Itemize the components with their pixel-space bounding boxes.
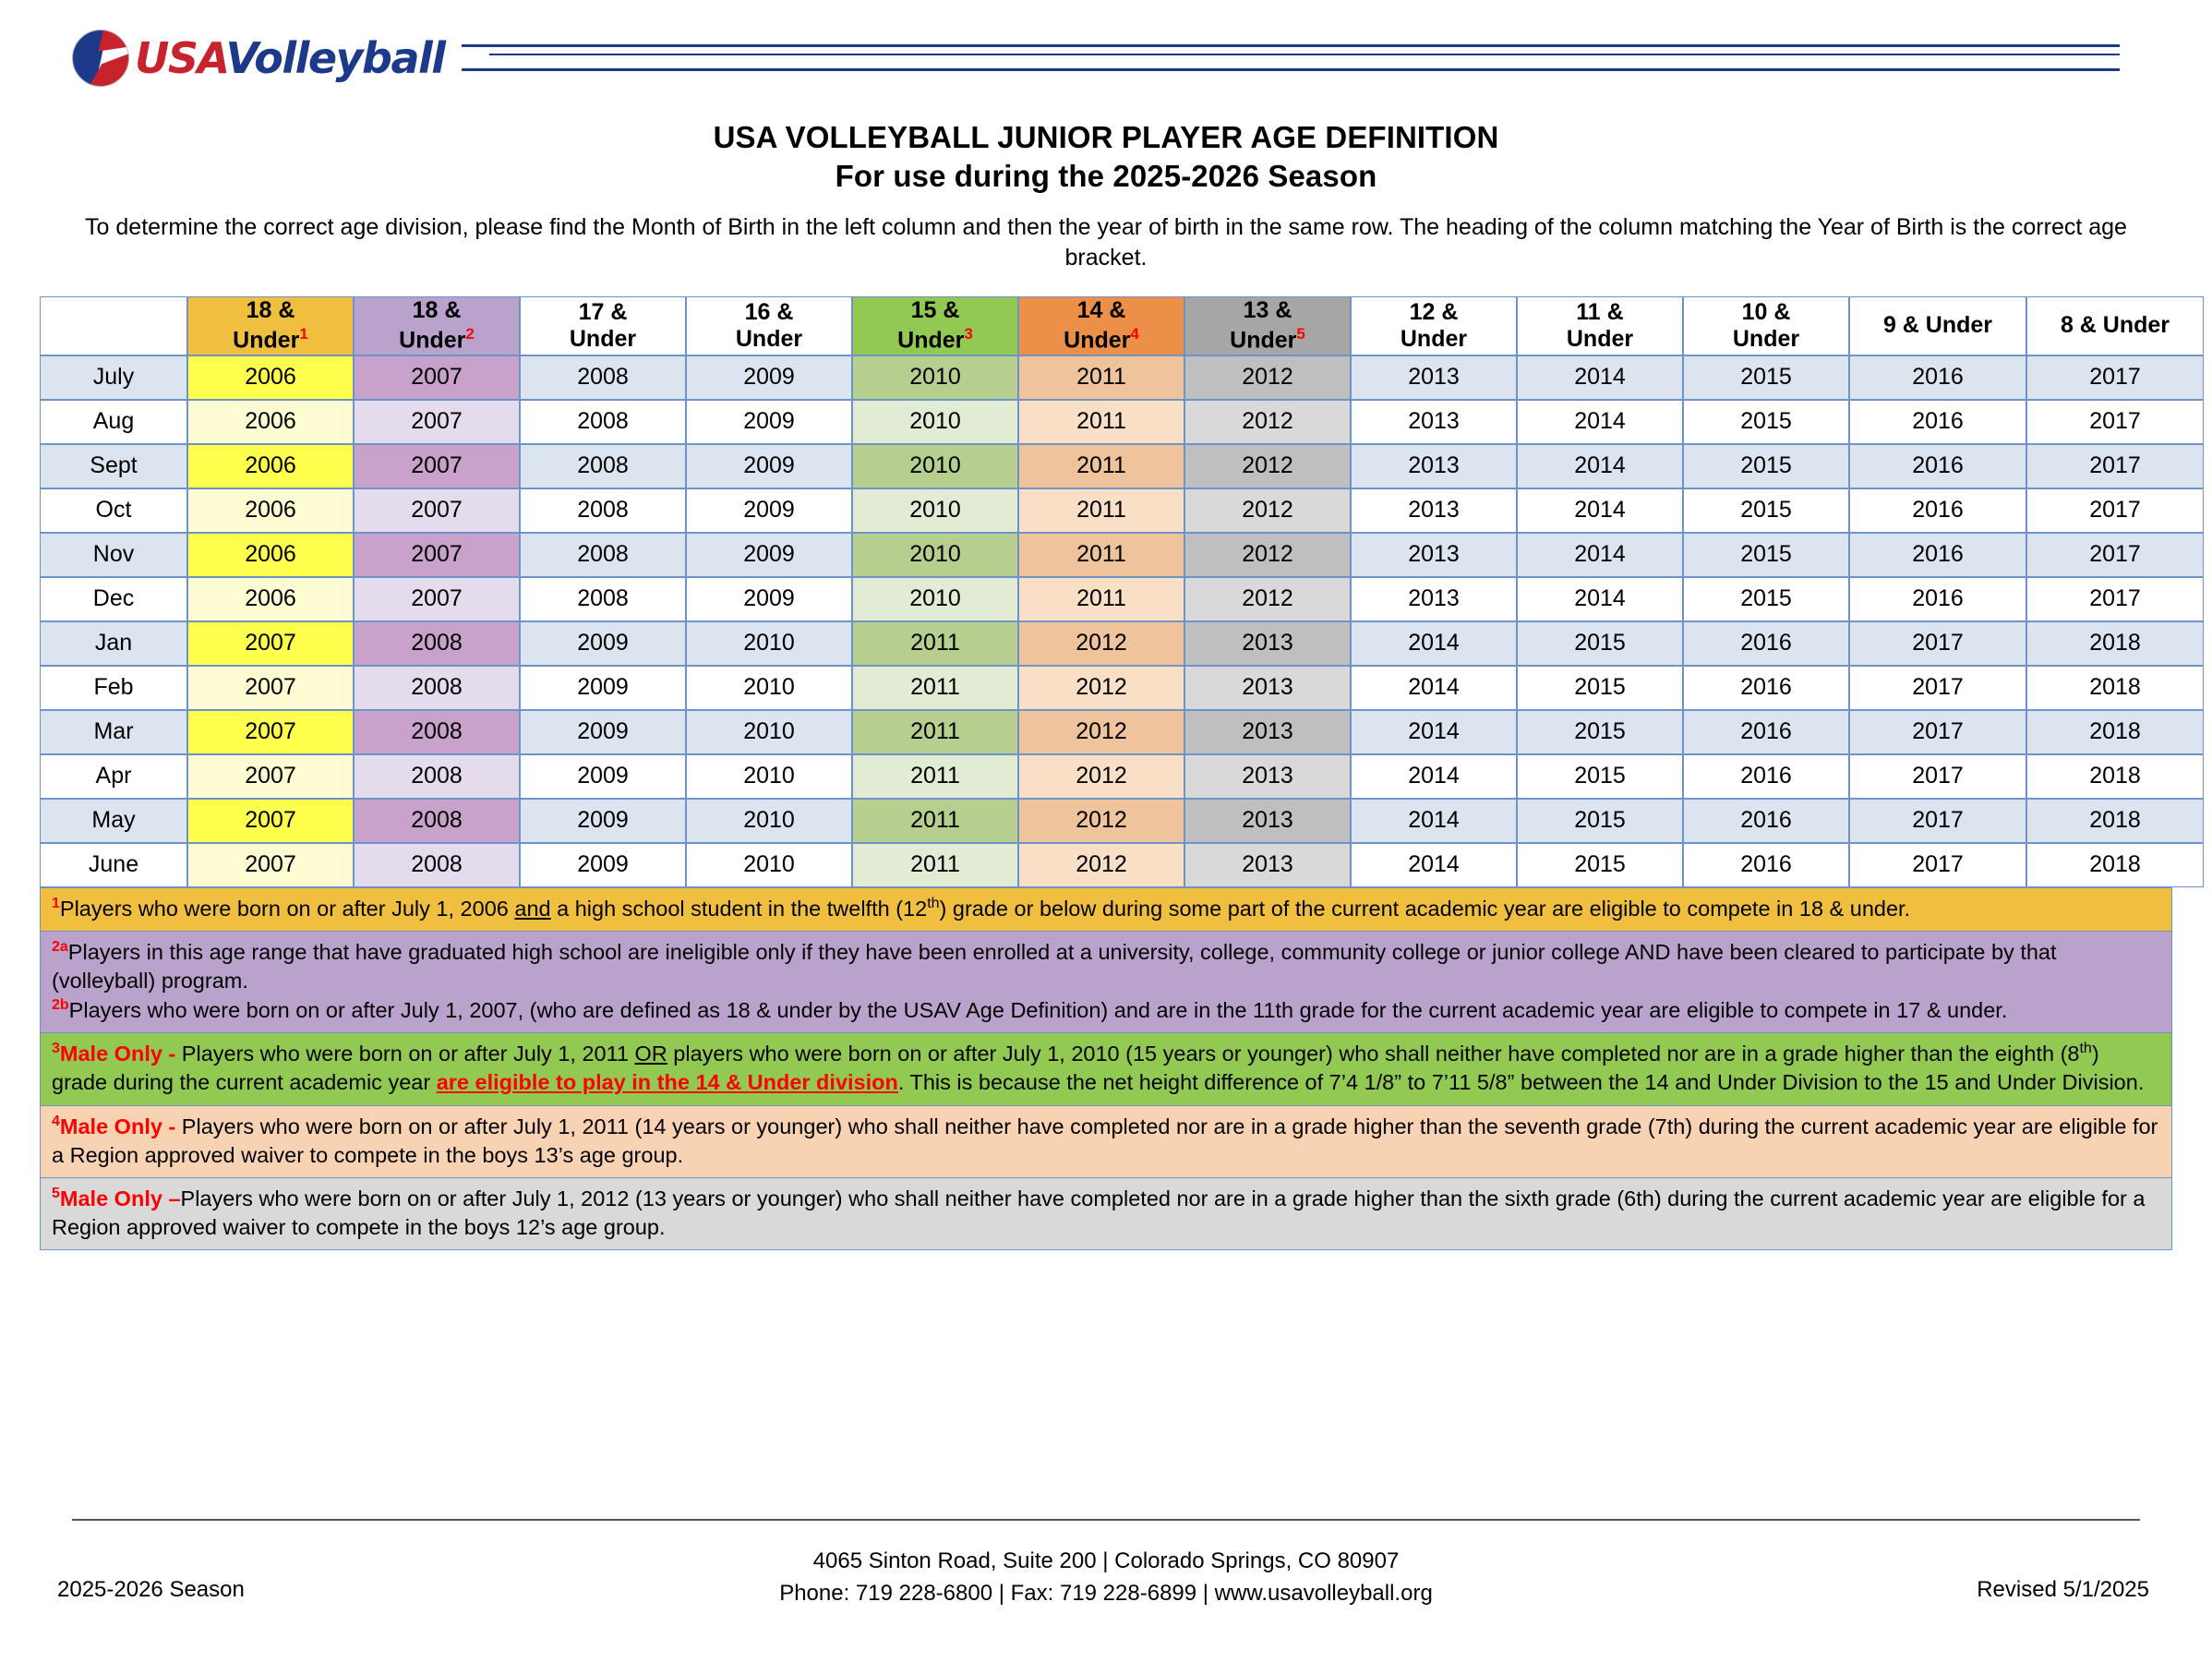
year-cell: 2009 [520, 843, 686, 887]
year-cell: 2014 [1351, 666, 1517, 710]
footnote-3-marker: 3 [52, 1041, 60, 1057]
year-cell: 2015 [1683, 400, 1849, 444]
page-title: USA VOLLEYBALL JUNIOR PLAYER AGE DEFINITION [713, 120, 1499, 154]
year-cell: 2013 [1351, 444, 1517, 488]
header-line1: 14 & [1076, 297, 1126, 324]
year-cell: 2015 [1683, 533, 1849, 577]
table-row [40, 621, 2204, 666]
header-line2: Under [1064, 327, 1131, 354]
table-header-3 [520, 296, 686, 355]
age-definition-table-wrap [40, 296, 2172, 886]
year-cell: 2011 [852, 843, 1018, 887]
header-line2: Under [569, 326, 637, 353]
month-label: Oct [40, 488, 187, 533]
header-line1: 17 & [578, 298, 628, 325]
year-cell: 2012 [1184, 533, 1351, 577]
year-cell: 2012 [1184, 400, 1351, 444]
year-cell: 2018 [2026, 710, 2204, 754]
year-cell: 2008 [520, 488, 686, 533]
year-cell: 2012 [1184, 577, 1351, 621]
header-line1: 8 & Under [2060, 312, 2170, 339]
header-line1: 13 & [1243, 297, 1292, 324]
footnote-1-part3: ) grade or below during some part of the current academic year are eligible to compete in 18 & under. [939, 896, 1911, 921]
header-footnote-ref: 3 [964, 324, 973, 343]
table-corner-cell [40, 296, 187, 355]
footnote-3-male-only: Male Only - [59, 1042, 182, 1066]
year-cell: 2008 [354, 666, 520, 710]
year-cell: 2009 [686, 355, 852, 400]
month-label: July [40, 355, 187, 400]
year-cell: 2017 [1849, 799, 2026, 843]
year-cell: 2007 [354, 355, 520, 400]
header-line2: Under [1732, 326, 1800, 353]
year-cell: 2016 [1849, 444, 2026, 488]
year-cell: 2008 [354, 799, 520, 843]
header-line1: 10 & [1741, 298, 1791, 325]
year-cell: 2011 [1018, 577, 1184, 621]
year-cell: 2015 [1517, 621, 1683, 666]
year-cell: 2008 [520, 400, 686, 444]
year-cell: 2017 [1849, 710, 2026, 754]
year-cell: 2011 [852, 710, 1018, 754]
footnote-4-marker: 4 [52, 1113, 60, 1129]
table-header-2 [354, 296, 520, 355]
year-cell: 2016 [1683, 710, 1849, 754]
year-cell: 2011 [852, 799, 1018, 843]
year-cell: 2009 [686, 533, 852, 577]
header-decorative-lines [462, 44, 2120, 81]
header-line2: Under [1400, 326, 1468, 353]
year-cell: 2007 [187, 710, 354, 754]
year-cell: 2010 [852, 533, 1018, 577]
usa-volleyball-logo [72, 26, 445, 90]
year-cell: 2011 [1018, 444, 1184, 488]
year-cell: 2010 [852, 488, 1018, 533]
year-cell: 2016 [1683, 799, 1849, 843]
year-cell: 2018 [2026, 799, 2204, 843]
year-cell: 2015 [1683, 444, 1849, 488]
year-cell: 2007 [354, 400, 520, 444]
year-cell: 2013 [1184, 843, 1351, 887]
footnote-3-part2: players who were born on or after July 1, 2010 (15 years or younger) who shall neither have completed nor are in a grade higher than the eighth (8 [667, 1042, 2080, 1066]
year-cell: 2009 [520, 710, 686, 754]
year-cell: 2014 [1517, 577, 1683, 621]
year-cell: 2017 [2026, 577, 2204, 621]
header-footnote-ref: 1 [299, 324, 308, 343]
year-cell: 2012 [1018, 666, 1184, 710]
year-cell: 2006 [187, 488, 354, 533]
year-cell: 2014 [1517, 400, 1683, 444]
year-cell: 2016 [1683, 754, 1849, 799]
year-cell: 2013 [1351, 355, 1517, 400]
month-label: Nov [40, 533, 187, 577]
year-cell: 2016 [1849, 400, 2026, 444]
year-cell: 2014 [1351, 710, 1517, 754]
year-cell: 2007 [187, 666, 354, 710]
month-label: June [40, 843, 187, 887]
year-cell: 2010 [852, 355, 1018, 400]
year-cell: 2013 [1184, 621, 1351, 666]
year-cell: 2016 [1683, 843, 1849, 887]
table-row [40, 577, 2204, 621]
table-row [40, 754, 2204, 799]
year-cell: 2015 [1683, 488, 1849, 533]
footnote-4 [40, 1106, 2172, 1178]
year-cell: 2007 [187, 799, 354, 843]
year-cell: 2009 [686, 488, 852, 533]
year-cell: 2018 [2026, 754, 2204, 799]
year-cell: 2012 [1184, 444, 1351, 488]
header-line1: 12 & [1409, 298, 1459, 325]
year-cell: 2017 [2026, 533, 2204, 577]
year-cell: 2010 [686, 799, 852, 843]
year-cell: 2011 [852, 754, 1018, 799]
year-cell: 2016 [1849, 488, 2026, 533]
year-cell: 2012 [1018, 799, 1184, 843]
year-cell: 2008 [520, 577, 686, 621]
footnote-2a [52, 937, 2160, 995]
year-cell: 2015 [1517, 666, 1683, 710]
header-line2: Under [735, 326, 803, 353]
year-cell: 2015 [1683, 577, 1849, 621]
table-row [40, 444, 2204, 488]
year-cell: 2013 [1351, 400, 1517, 444]
header-line1: 18 & [246, 297, 295, 324]
year-cell: 2013 [1184, 754, 1351, 799]
header-footnote-ref: 4 [1130, 324, 1139, 343]
footnote-3-part3: ) grade during the current academic year [52, 1042, 2099, 1095]
year-cell: 2017 [1849, 754, 2026, 799]
age-definition-table [40, 296, 2204, 886]
year-cell: 2009 [520, 621, 686, 666]
year-cell: 2006 [187, 444, 354, 488]
footnote-2b [52, 995, 2160, 1025]
year-cell: 2010 [686, 754, 852, 799]
month-label: May [40, 799, 187, 843]
footnote-1-and: and [514, 896, 551, 921]
year-cell: 2010 [686, 666, 852, 710]
year-cell: 2013 [1184, 710, 1351, 754]
logo-wordmark [135, 33, 445, 83]
footnote-1 [40, 887, 2172, 932]
year-cell: 2010 [852, 400, 1018, 444]
month-label: Jan [40, 621, 187, 666]
footnote-2 [40, 932, 2172, 1033]
intro-paragraph: To determine the correct age division, please find the Month of Birth in the left column and then the year of birth in the same row. The heading of the column matching the Year of Birth is the correct age bracket. [85, 214, 2127, 271]
year-cell: 2013 [1351, 533, 1517, 577]
header-line1: 11 & [1576, 298, 1624, 325]
year-cell: 2017 [1849, 843, 2026, 887]
footer-address: 4065 Sinton Road, Suite 200 | Colorado Springs, CO 80907 [812, 1548, 1400, 1573]
table-row [40, 533, 2204, 577]
month-label: Apr [40, 754, 187, 799]
year-cell: 2017 [2026, 488, 2204, 533]
year-cell: 2018 [2026, 843, 2204, 887]
table-row [40, 710, 2204, 754]
year-cell: 2007 [187, 754, 354, 799]
year-cell: 2008 [354, 843, 520, 887]
footnote-2b-text: Players who were born on or after July 1, 2007, (who are defined as 18 & under by the USAV Age Definition) and are in the 11th grade for the current academic year are eligible to compete in 17 & under. [68, 998, 2008, 1023]
year-cell: 2011 [1018, 400, 1184, 444]
page-header [0, 0, 2212, 111]
year-cell: 2013 [1351, 488, 1517, 533]
year-cell: 2014 [1517, 533, 1683, 577]
page-subtitle: For use during the 2025-2026 Season [835, 159, 1377, 194]
header-line2: Under [399, 327, 466, 354]
table-header-row [40, 296, 2204, 355]
year-cell: 2007 [354, 488, 520, 533]
footnote-1-part2: a high school student in the twelfth (12 [550, 896, 928, 921]
footnote-5-male-only: Male Only – [59, 1186, 181, 1210]
year-cell: 2012 [1184, 355, 1351, 400]
year-cell: 2012 [1018, 710, 1184, 754]
header-line1: 9 & Under [1882, 312, 1993, 339]
year-cell: 2008 [520, 444, 686, 488]
year-cell: 2017 [2026, 444, 2204, 488]
table-header-7 [1184, 296, 1351, 355]
year-cell: 2008 [520, 533, 686, 577]
year-cell: 2006 [187, 400, 354, 444]
year-cell: 2010 [852, 577, 1018, 621]
year-cell: 2007 [354, 533, 520, 577]
header-footnote-ref: 2 [465, 324, 475, 343]
year-cell: 2011 [852, 666, 1018, 710]
table-header-9 [1517, 296, 1683, 355]
year-cell: 2008 [520, 355, 686, 400]
year-cell: 2015 [1517, 843, 1683, 887]
footnote-1-sup: th [927, 895, 940, 911]
footnote-5-marker: 5 [52, 1185, 60, 1201]
month-label: Aug [40, 400, 187, 444]
table-row [40, 488, 2204, 533]
year-cell: 2016 [1683, 666, 1849, 710]
footnote-2a-text: Players in this age range that have graduated high school are ineligible only if they have been enrolled at a university, college, community college or junior college AND have been cleared to participate by that (volleyball) program. [52, 939, 2057, 993]
year-cell: 2008 [354, 754, 520, 799]
footnote-5 [40, 1178, 2172, 1250]
year-cell: 2013 [1351, 577, 1517, 621]
year-cell: 2016 [1849, 533, 2026, 577]
year-cell: 2014 [1517, 444, 1683, 488]
footnote-3-part1: Players who were born on or after July 1, 2011 [181, 1042, 635, 1066]
header-line2: Under [1566, 326, 1634, 353]
title-block [0, 118, 2212, 196]
footer-phone-fax-web: Phone: 719 228-6800 | Fax: 719 228-6899 | www.usavolleyball.org [779, 1580, 1433, 1606]
table-header-10 [1683, 296, 1849, 355]
table-header-6 [1018, 296, 1184, 355]
footnote-3-eligible-highlight: are eligible to play in the 14 & Under division [436, 1070, 898, 1095]
table-row [40, 843, 2204, 887]
year-cell: 2017 [1849, 621, 2026, 666]
month-label: Feb [40, 666, 187, 710]
year-cell: 2017 [2026, 355, 2204, 400]
table-body [40, 355, 2204, 887]
year-cell: 2006 [187, 533, 354, 577]
year-cell: 2013 [1184, 799, 1351, 843]
footnote-4-male-only: Male Only - [59, 1114, 182, 1138]
footnote-3-part4: . This is because the net height difference of 7’4 1/8” to 7’11 5/8” between the 14 and Under Division to the 15 and Under Division. [897, 1070, 2145, 1095]
table-header-4 [686, 296, 852, 355]
table-header-1 [187, 296, 354, 355]
year-cell: 2015 [1517, 754, 1683, 799]
year-cell: 2014 [1351, 754, 1517, 799]
header-line2: Under [897, 327, 965, 354]
year-cell: 2007 [354, 444, 520, 488]
year-cell: 2012 [1018, 621, 1184, 666]
year-cell: 2010 [852, 444, 1018, 488]
table-row [40, 400, 2204, 444]
year-cell: 2008 [354, 710, 520, 754]
header-line2: Under [233, 327, 300, 354]
year-cell: 2007 [187, 843, 354, 887]
year-cell: 2012 [1018, 754, 1184, 799]
footnote-3-or: OR [634, 1042, 667, 1066]
footnote-4-text: Players who were born on or after July 1, 2011 (14 years or younger) who shall neither have completed nor are in a grade higher than the seventh grade (7th) during the current academic year are eligible for a Region approved waiver to compete in the boys 13’s age group. [52, 1114, 2158, 1167]
header-line1: 18 & [412, 297, 462, 324]
footnote-2a-marker: 2a [52, 938, 68, 955]
logo-usa-text: USA [135, 33, 226, 83]
table-header-8 [1351, 296, 1517, 355]
year-cell: 2014 [1351, 621, 1517, 666]
header-line1: 15 & [910, 297, 960, 324]
year-cell: 2012 [1018, 843, 1184, 887]
year-cell: 2007 [187, 621, 354, 666]
year-cell: 2011 [1018, 533, 1184, 577]
year-cell: 2010 [686, 621, 852, 666]
header-footnote-ref: 5 [1296, 324, 1305, 343]
year-cell: 2017 [1849, 666, 2026, 710]
table-row [40, 799, 2204, 843]
year-cell: 2010 [686, 710, 852, 754]
year-cell: 2015 [1683, 355, 1849, 400]
table-header-5 [852, 296, 1018, 355]
footer-divider [72, 1519, 2140, 1521]
footnote-1-part1: Players who were born on or after July 1, 2006 [59, 896, 515, 921]
year-cell: 2008 [354, 621, 520, 666]
year-cell: 2016 [1849, 355, 2026, 400]
footnote-1-marker: 1 [52, 895, 60, 911]
year-cell: 2017 [2026, 400, 2204, 444]
year-cell: 2009 [686, 577, 852, 621]
header-line1: 16 & [744, 298, 794, 325]
year-cell: 2016 [1849, 577, 2026, 621]
table-header-11 [1849, 296, 2026, 355]
footnote-2b-marker: 2b [52, 997, 69, 1014]
year-cell: 2014 [1351, 799, 1517, 843]
year-cell: 2015 [1517, 799, 1683, 843]
footer-revised: Revised 5/1/2025 [1977, 1577, 2149, 1602]
volleyball-icon [72, 30, 129, 87]
footnote-5-text: Players who were born on or after July 1, 2012 (13 years or younger) who shall neither have completed nor are in a grade higher than the sixth grade (6th) during the current academic year are eligible for a Region approved waiver to compete in the boys 12’s age group. [52, 1186, 2146, 1240]
page-footer [0, 1533, 2212, 1653]
year-cell: 2014 [1351, 843, 1517, 887]
table-row [40, 355, 2204, 400]
year-cell: 2009 [520, 799, 686, 843]
footer-contact-block [0, 1546, 2212, 1610]
table-row [40, 666, 2204, 710]
footnote-3 [40, 1033, 2172, 1105]
year-cell: 2018 [2026, 621, 2204, 666]
year-cell: 2014 [1517, 488, 1683, 533]
year-cell: 2009 [686, 400, 852, 444]
year-cell: 2011 [852, 621, 1018, 666]
year-cell: 2009 [520, 754, 686, 799]
year-cell: 2018 [2026, 666, 2204, 710]
year-cell: 2014 [1517, 355, 1683, 400]
header-line2: Under [1230, 327, 1297, 354]
year-cell: 2006 [187, 577, 354, 621]
year-cell: 2015 [1517, 710, 1683, 754]
year-cell: 2006 [187, 355, 354, 400]
table-header-12 [2026, 296, 2204, 355]
year-cell: 2012 [1184, 488, 1351, 533]
year-cell: 2016 [1683, 621, 1849, 666]
month-label: Mar [40, 710, 187, 754]
year-cell: 2013 [1184, 666, 1351, 710]
month-label: Dec [40, 577, 187, 621]
footnotes [40, 887, 2172, 1250]
year-cell: 2011 [1018, 488, 1184, 533]
year-cell: 2009 [520, 666, 686, 710]
year-cell: 2009 [686, 444, 852, 488]
footnote-3-sup: th [2079, 1041, 2092, 1057]
year-cell: 2011 [1018, 355, 1184, 400]
logo-volleyball-text: Volleyball [225, 33, 445, 83]
month-label: Sept [40, 444, 187, 488]
footer-season: 2025-2026 Season [57, 1577, 245, 1602]
year-cell: 2010 [686, 843, 852, 887]
year-cell: 2007 [354, 577, 520, 621]
